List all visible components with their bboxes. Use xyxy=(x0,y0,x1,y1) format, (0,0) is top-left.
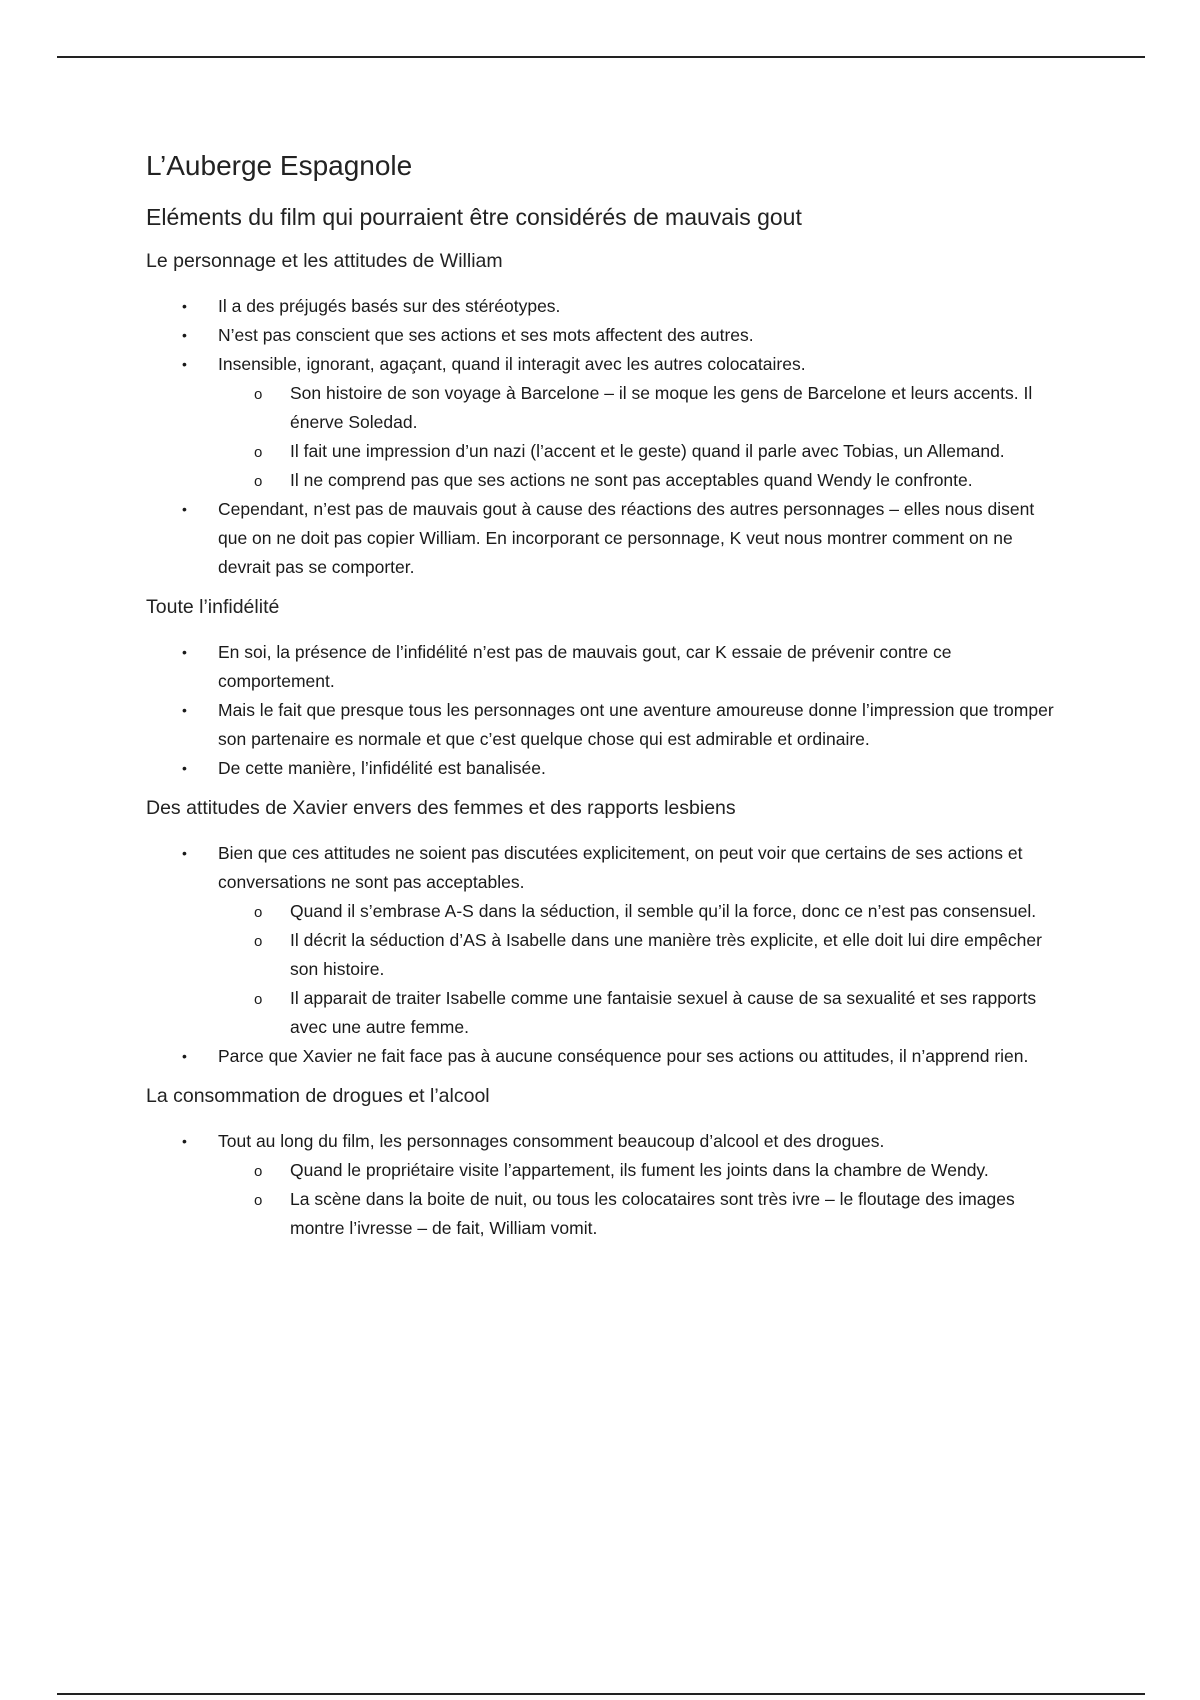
list-item xyxy=(146,350,1066,495)
list-item xyxy=(146,839,1066,1042)
bullet-icon: • xyxy=(182,644,187,660)
list-item-text: Mais le fait que presque tous les personnages ont une aventure amoureuse donne l’impression que tromper son partenaire es normale et que c’est quelque chose qui est admirable et ordinaire. xyxy=(218,700,1054,749)
circle-bullet-icon: o xyxy=(254,1163,263,1180)
list-item-text: En soi, la présence de l’infidélité n’est pas de mauvais gout, car K essaie de prévenir contre ce comportement. xyxy=(218,642,952,691)
section xyxy=(146,1083,1066,1243)
sub-list-item-text: Il décrit la séduction d’AS à Isabelle dans une manière très explicite, et elle doit lui dire empêcher son histoire. xyxy=(290,930,1042,979)
list-item-text: Cependant, n’est pas de mauvais gout à cause des réactions des autres personnages – elles nous disent que on ne doit pas copier William. En incorporant ce personnage, K veut nous montrer comment on ne devrait pas se comporter. xyxy=(218,499,1035,577)
sections-container xyxy=(146,248,1066,1243)
bullet-list xyxy=(146,1127,1066,1243)
list-item xyxy=(146,1042,1066,1071)
sub-list-item-text: Quand le propriétaire visite l’appartement, ils fument les joints dans la chambre de Wendy. xyxy=(290,1160,989,1180)
section-heading: Des attitudes de Xavier envers des femmes et des rapports lesbiens xyxy=(146,797,736,819)
circle-bullet-icon: o xyxy=(254,991,263,1008)
sub-bullet-list xyxy=(218,379,1066,495)
sub-list-item xyxy=(218,437,1066,466)
list-item xyxy=(146,754,1066,783)
list-item xyxy=(146,638,1066,696)
bullet-icon: • xyxy=(182,327,187,343)
list-item xyxy=(146,321,1066,350)
section xyxy=(146,795,1066,1071)
list-item-text: N’est pas conscient que ses actions et ses mots affectent des autres. xyxy=(218,325,754,345)
sub-list-item-text: Il apparait de traiter Isabelle comme une fantaisie sexuel à cause de sa sexualité et ses rapports avec une autre femme. xyxy=(290,988,1037,1037)
bullet-icon: • xyxy=(182,1048,187,1064)
bullet-icon: • xyxy=(182,501,187,517)
sub-list-item xyxy=(218,897,1066,926)
footer-rule xyxy=(57,1693,1145,1695)
sub-list-item xyxy=(218,1185,1066,1243)
sub-list-item xyxy=(218,466,1066,495)
bullet-icon: • xyxy=(182,1133,187,1149)
sub-bullet-list xyxy=(218,897,1066,1042)
sub-list-item xyxy=(218,379,1066,437)
bullet-list xyxy=(146,638,1066,783)
header-rule xyxy=(57,56,1145,58)
document-title: L’Auberge Espagnole xyxy=(146,150,413,181)
circle-bullet-icon: o xyxy=(254,386,263,403)
section-heading: La consommation de drogues et l’alcool xyxy=(146,1085,490,1107)
bullet-list xyxy=(146,292,1066,582)
bullet-icon: • xyxy=(182,845,187,861)
document-subtitle: Eléments du film qui pourraient être considérés de mauvais gout xyxy=(146,204,802,230)
bullet-icon: • xyxy=(182,702,187,718)
bullet-icon: • xyxy=(182,298,187,314)
sub-list-item-text: Il fait une impression d’un nazi (l’accent et le geste) quand il parle avec Tobias, un Allemand. xyxy=(290,441,1005,461)
list-item-text: Parce que Xavier ne fait face pas à aucune conséquence pour ses actions ou attitudes, il n’apprend rien. xyxy=(218,1046,1029,1066)
bullet-icon: • xyxy=(182,356,187,372)
circle-bullet-icon: o xyxy=(254,444,263,461)
list-item xyxy=(146,292,1066,321)
list-item-text: Tout au long du film, les personnages consomment beaucoup d’alcool et des drogues. xyxy=(218,1131,885,1151)
document-body xyxy=(146,148,1066,1255)
circle-bullet-icon: o xyxy=(254,904,263,921)
sub-list-item xyxy=(218,984,1066,1042)
section-heading: Toute l’infidélité xyxy=(146,596,280,618)
section xyxy=(146,594,1066,783)
section xyxy=(146,248,1066,582)
list-item-text: Il a des préjugés basés sur des stéréotypes. xyxy=(218,296,561,316)
list-item-text: Insensible, ignorant, agaçant, quand il interagit avec les autres colocataires. xyxy=(218,354,806,374)
sub-list-item xyxy=(218,1156,1066,1185)
circle-bullet-icon: o xyxy=(254,1192,263,1209)
sub-list-item-text: Quand il s’embrase A-S dans la séduction, il semble qu’il la force, donc ce n’est pas consensuel. xyxy=(290,901,1037,921)
sub-list-item-text: Son histoire de son voyage à Barcelone – il se moque les gens de Barcelone et leurs accents. Il énerve Soledad. xyxy=(290,383,1033,432)
sub-list-item xyxy=(218,926,1066,984)
list-item-text: De cette manière, l’infidélité est banalisée. xyxy=(218,758,546,778)
sub-bullet-list xyxy=(218,1156,1066,1243)
bullet-list xyxy=(146,839,1066,1071)
section-heading: Le personnage et les attitudes de William xyxy=(146,250,503,272)
list-item xyxy=(146,696,1066,754)
circle-bullet-icon: o xyxy=(254,473,263,490)
sub-list-item-text: La scène dans la boite de nuit, ou tous les colocataires sont très ivre – le floutage des images montre l’ivresse – de fait, William vomit. xyxy=(290,1189,1015,1238)
list-item-text: Bien que ces attitudes ne soient pas discutées explicitement, on peut voir que certains de ses actions et conversations ne sont pas acceptables. xyxy=(218,843,1023,892)
circle-bullet-icon: o xyxy=(254,933,263,950)
list-item xyxy=(146,1127,1066,1243)
list-item xyxy=(146,495,1066,582)
bullet-icon: • xyxy=(182,760,187,776)
sub-list-item-text: Il ne comprend pas que ses actions ne sont pas acceptables quand Wendy le confronte. xyxy=(290,470,973,490)
